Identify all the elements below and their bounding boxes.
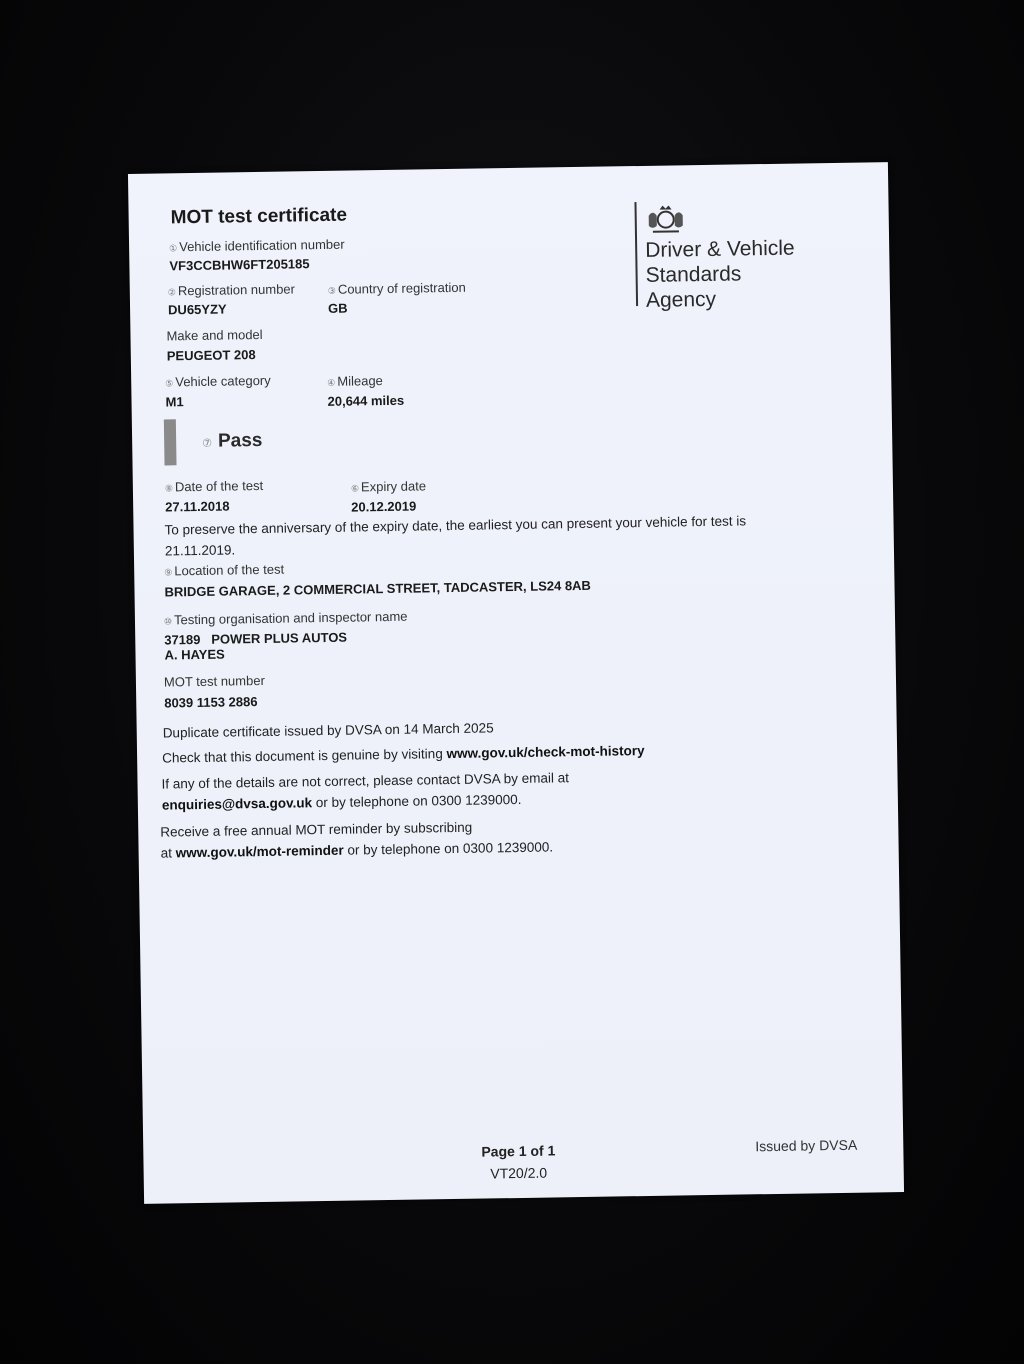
genuine-check-note <box>162 740 645 769</box>
logo-line-3: Agency <box>645 287 717 312</box>
test-number-value: 8039 1153 2886 <box>164 694 258 711</box>
contact-note-suffix: or by telephone on 0300 1239000. <box>311 791 522 811</box>
result-indicator-bar <box>164 419 177 465</box>
category-number-marker: ⑤ <box>165 378 174 389</box>
location-number-marker: ⑨ <box>164 567 173 578</box>
vin-value: VF3CCBHW6FT205185 <box>169 256 310 274</box>
location-label-text: Location of the test <box>174 561 285 579</box>
test-date-number-marker: ⑧ <box>164 483 174 494</box>
royal-crest-icon <box>644 203 686 236</box>
issued-by: Issued by DVSA <box>755 1136 858 1155</box>
test-result-text: Pass <box>217 429 263 452</box>
registration-label-text: Registration number <box>177 281 296 299</box>
category-label-text: Vehicle category <box>175 372 271 390</box>
country-label <box>328 280 466 297</box>
country-number-marker: ③ <box>327 285 336 296</box>
expiry-label-text: Expiry date <box>360 478 427 495</box>
anniversary-date: 21.11.2019. <box>164 542 236 559</box>
test-number-label: MOT test number <box>163 672 265 690</box>
page-footer <box>443 1139 594 1185</box>
anniversary-note-text: To preserve the anniversary of the expiry date, the earliest you can present your vehicle for test is <box>164 513 747 538</box>
logo-divider <box>634 202 638 306</box>
certificate-title: MOT test certificate <box>170 204 348 229</box>
organisation-value: 37189 POWER PLUS AUTOS <box>164 629 348 648</box>
country-label-text: Country of registration <box>337 279 466 297</box>
organisation-label-text: Testing organisation and inspector name <box>173 608 408 628</box>
location-label <box>164 562 284 579</box>
organisation-number-marker: ⑩ <box>163 616 173 627</box>
vin-label <box>169 237 345 255</box>
mileage-number-marker: ④ <box>327 377 336 388</box>
mileage-value: 20,644 miles <box>327 392 405 409</box>
test-date-label-text: Date of the test <box>174 477 264 495</box>
logo-line-1: Driver & Vehicle <box>645 236 795 262</box>
reminder-prefix: at <box>160 845 176 861</box>
mot-certificate-sheet <box>128 162 904 1204</box>
contact-note-line1: If any of the details are not correct, please contact DVSA by email at <box>161 770 570 792</box>
vehicle-category-label <box>165 373 271 390</box>
reminder-note-line1: Receive a free annual MOT reminder by subscribing <box>160 819 473 840</box>
mot-reminder-link[interactable]: www.gov.uk/mot-reminder <box>175 842 344 861</box>
check-mot-history-link[interactable]: www.gov.uk/check-mot-history <box>446 742 645 762</box>
inspector-name: A. HAYES <box>164 646 225 663</box>
dvsa-logo-text <box>645 236 796 313</box>
location-value: BRIDGE GARAGE, 2 COMMERCIAL STREET, TADCASTER, LS24 8AB <box>164 577 591 600</box>
mileage-label <box>327 373 383 389</box>
expiry-date-value: 20.12.2019 <box>351 498 417 515</box>
genuine-check-text: Check that this document is genuine by visiting <box>162 746 447 766</box>
expiry-number-marker: ⑥ <box>350 483 360 494</box>
organisation-label <box>164 609 408 628</box>
logo-line-2: Standards <box>645 262 742 287</box>
anniversary-note <box>164 509 805 561</box>
expiry-date-label <box>351 478 426 494</box>
reminder-suffix: or by telephone on 0300 1239000. <box>343 839 554 858</box>
form-code: VT20/2.0 <box>490 1164 548 1182</box>
vehicle-category-value: M1 <box>165 394 184 410</box>
reminder-note <box>160 815 553 863</box>
test-date-label <box>165 478 263 495</box>
page-number: Page 1 of 1 <box>481 1142 556 1160</box>
registration-label <box>168 281 295 298</box>
test-date-value: 27.11.2018 <box>165 498 230 515</box>
vin-number-marker: ① <box>169 243 178 254</box>
contact-email-link[interactable]: enquiries@dvsa.gov.uk <box>161 795 313 813</box>
country-value: GB <box>327 300 348 316</box>
result-number-marker: ⑦ <box>202 437 213 450</box>
test-result <box>202 430 263 453</box>
make-model-label: Make and model <box>166 326 263 344</box>
mileage-label-text: Mileage <box>337 373 383 389</box>
duplicate-note: Duplicate certificate issued by DVSA on 14 March 2025 <box>162 720 494 741</box>
contact-note <box>161 767 569 815</box>
vin-label-text: Vehicle identification number <box>179 236 345 255</box>
registration-value: DU65YZY <box>167 301 227 318</box>
make-model-value: PEUGEOT 208 <box>166 347 256 364</box>
registration-number-marker: ② <box>167 287 176 298</box>
